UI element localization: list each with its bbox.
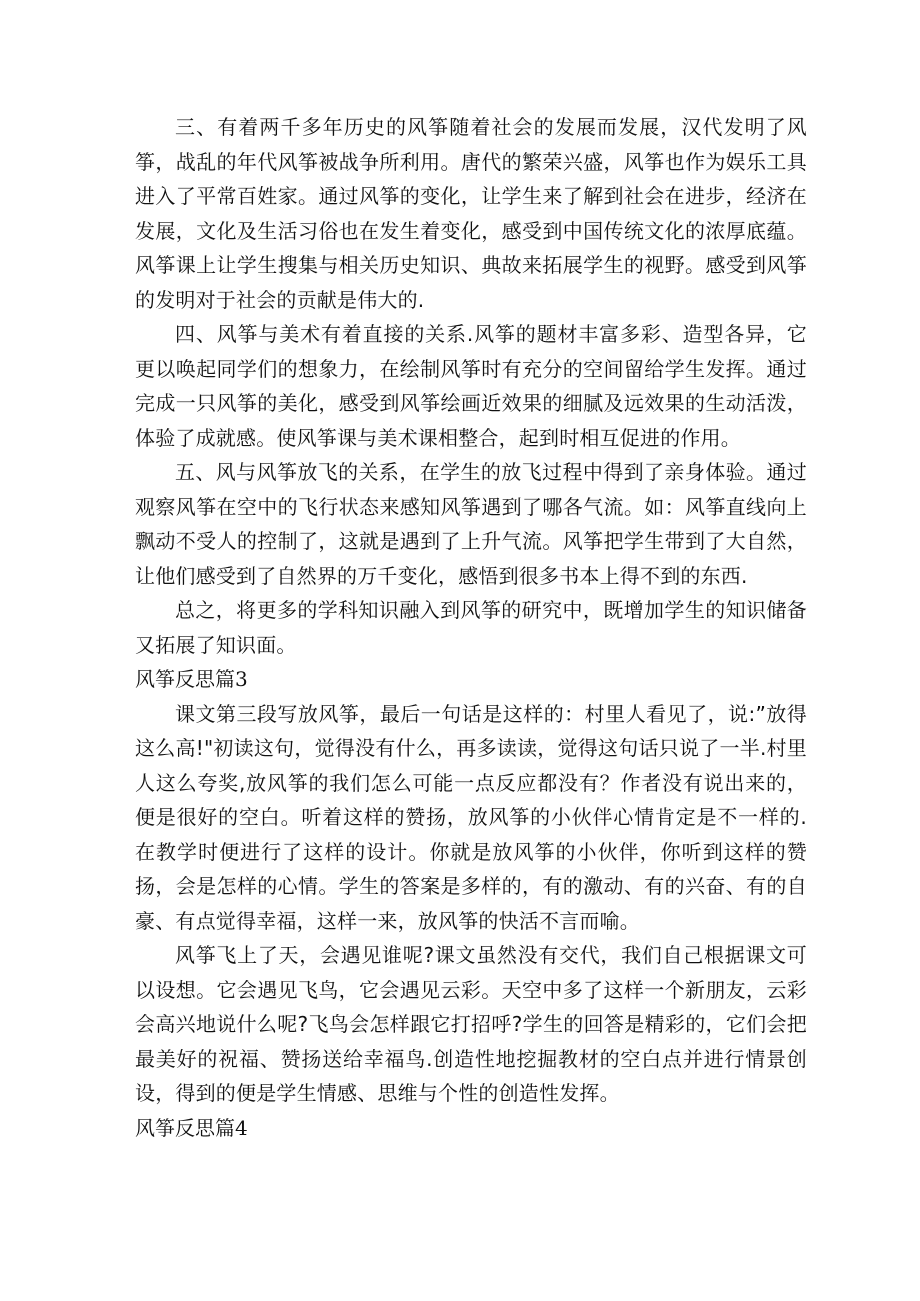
paragraph-lesson-text: 课文第三段写放风筝，最后一句话是这样的：村里人看见了，说:”放得这么高!"初读这句，觉得没有什么，再多读读，觉得这句话只说了一半.村里人这么夸奖,放风筝的我们怎么可能一点反应都没有？作者没有说出来的，便是很好的空白。听着这样的赞扬，放风筝的小伙伴心情肯定是不一样的.在教学时便进行了这样的设计。你就是放风筝的小伙伴，你听到这样的赞扬，会是怎样的心情。学生的答案是多样的，有的激动、有的兴奋、有的自豪、有点觉得幸福，这样一来，放风筝的快活不言而喻。 (135, 701, 807, 933)
paragraph-wind: 五、风与风筝放飞的关系，在学生的放飞过程中得到了亲身体验。通过观察风筝在空中的飞行状态来感知风筝遇到了哪各气流。如：风筝直线向上飘动不受人的控制了，这就是遇到了上升气流。风筝把学生带到了大自然，让他们感受到了自然界的万千变化，感悟到很多书本上得不到的东西. (135, 460, 807, 588)
paragraph-imagination: 风筝飞上了天，会遇见谁呢?课文虽然没有交代，我们自己根据课文可以设想。它会遇见飞鸟，它会遇见云彩。天空中多了这样一个新朋友，云彩会高兴地说什么呢?飞鸟会怎样跟它打招呼?学生的回答是精彩的，它们会把最美好的祝福、赞扬送给幸福鸟.创造性地挖掘教材的空白点并进行情景创设，得到的便是学生情感、思维与个性的创造性发挥。 (135, 943, 807, 1105)
paragraph-art: 四、风筝与美术有着直接的关系.风筝的题材丰富多彩、造型各异，它更以唤起同学们的想象力，在绘制风筝时有充分的空间留给学生发挥。通过完成一只风筝的美化，感受到风筝绘画近效果的细腻及远效果的生动活泼，体验了成就感。使风筝课与美术课相整合，起到时相互促进的作用。 (135, 322, 807, 450)
section-heading-3: 风筝反思篇3 (135, 667, 248, 691)
paragraph-history: 三、有着两千多年历史的风筝随着社会的发展而发展，汉代发明了风筝，战乱的年代风筝被战争所利用。唐代的繁荣兴盛，风筝也作为娱乐工具进入了平常百姓家。通过风筝的变化，让学生来了解到社会在进步，经济在发展，文化及生活习俗也在发生着变化，感受到中国传统文化的浓厚底蕴。风筝课上让学生搜集与相关历史知识、典故来拓展学生的视野。感受到风筝的发明对于社会的贡献是伟大的. (135, 115, 807, 312)
paragraph-summary: 总之，将更多的学科知识融入到风筝的研究中，既增加学生的知识储备又拓展了知识面。 (135, 598, 807, 657)
document-body (135, 110, 807, 1145)
section-heading-4: 风筝反思篇4 (135, 1115, 248, 1140)
